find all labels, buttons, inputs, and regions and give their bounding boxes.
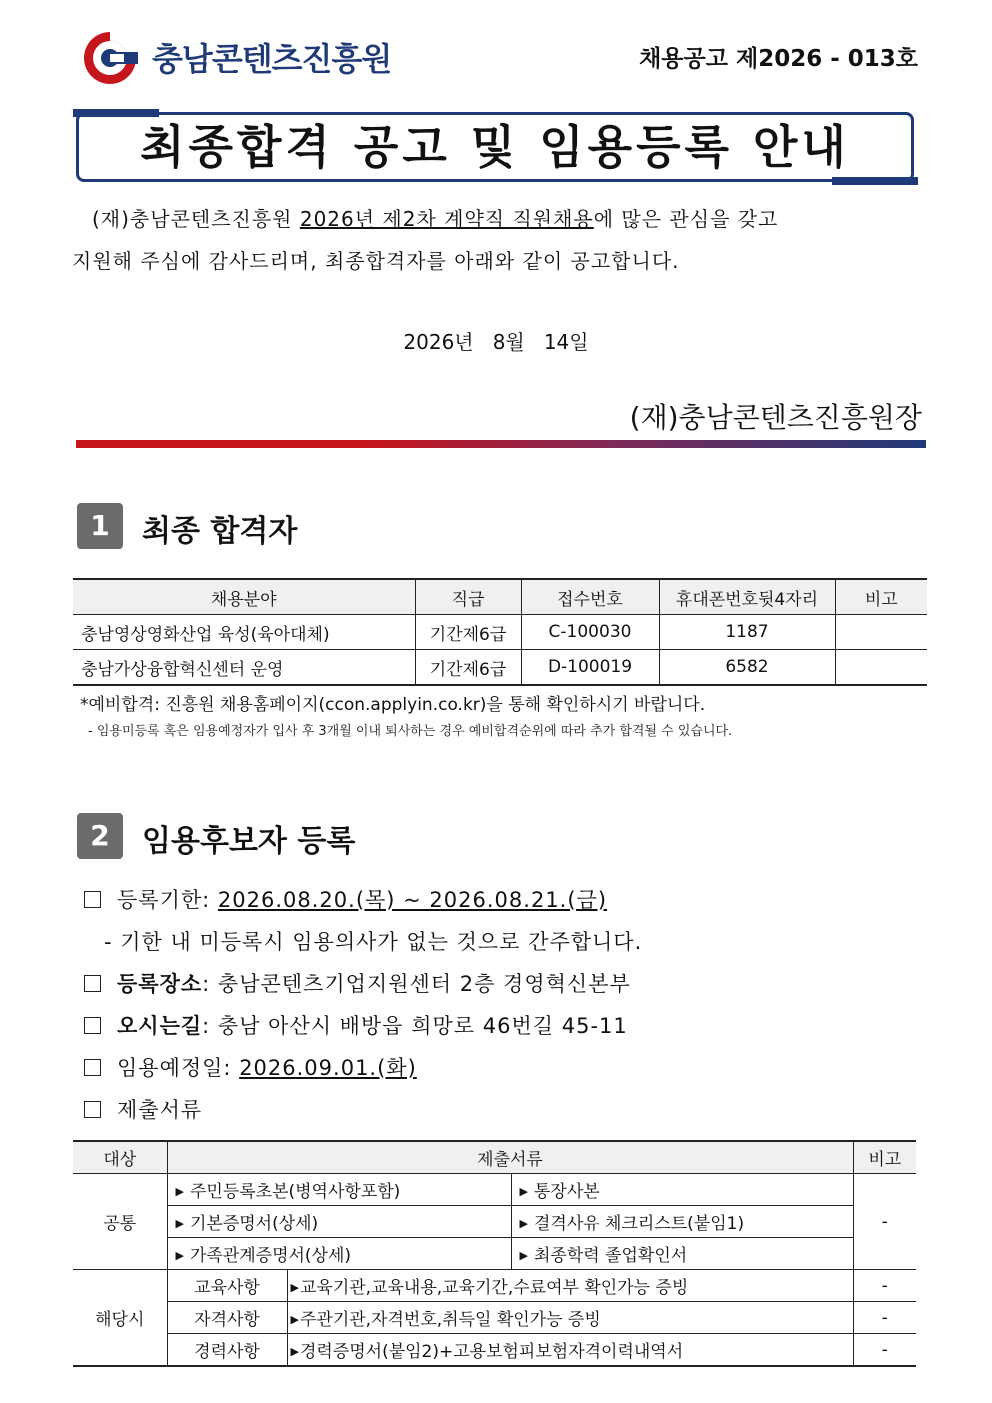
cell-field: 충남가상융합혁신센터 운영 (73, 650, 415, 686)
doc-cell: ▶ 가족관계증명서(상세) (167, 1238, 511, 1270)
doc-cell: ▶ 기본증명서(상세) (167, 1206, 511, 1238)
table-header: 비고 (835, 579, 927, 615)
checkbox-icon (84, 1101, 101, 1118)
doc-type: 경력사항 (167, 1334, 287, 1367)
checkbox-icon (84, 1059, 101, 1076)
start-label: 임용예정일: (117, 1056, 240, 1080)
checkbox-icon (84, 891, 101, 908)
table-row (73, 650, 927, 686)
table-row (73, 1334, 916, 1367)
doc-type: 자격사항 (167, 1302, 287, 1334)
triangle-right-icon: ▶ (175, 1249, 184, 1262)
additional-pass-note: - 임용미등록 혹은 임용예정자가 입사 후 3개월 이내 퇴사하는 경우 예비합격순위에 따라 추가 합격될 수 있습니다. (88, 724, 733, 739)
checkbox-icon (84, 1017, 101, 1034)
section-1-number: 1 (77, 503, 123, 549)
directions (84, 1010, 628, 1040)
triangle-right-icon: ▶ (290, 1281, 299, 1294)
table-row (73, 1270, 916, 1302)
page-title: 최종합격 공고 및 임용등록 안내 (140, 120, 850, 174)
triangle-right-icon: ▶ (175, 1185, 184, 1198)
target-conditional: 해당시 (73, 1270, 167, 1367)
triangle-right-icon: ▶ (290, 1313, 299, 1326)
deadline-label: 등록기한: (117, 888, 218, 912)
doc-remark: - (853, 1270, 916, 1302)
doc-cell: ▶주관기관,자격번호,취득일 확인가능 증빙 (287, 1302, 853, 1334)
directions-value: : 충남 아산시 배방읍 희망로 46번길 45-11 (202, 1014, 628, 1038)
start-date (84, 1052, 417, 1082)
final-pass-table (73, 578, 927, 686)
table-header: 직급 (415, 579, 521, 615)
deadline-value: 2026.08.20.(목) ~ 2026.08.21.(금) (217, 888, 608, 912)
registration-deadline (84, 884, 607, 914)
table-header: 휴대폰번호뒷4자리 (659, 579, 835, 615)
triangle-right-icon: ▶ (519, 1217, 528, 1230)
documents-heading (84, 1094, 202, 1124)
intro-suffix: 에 많은 관심을 갖고 (593, 207, 779, 231)
cell-phone-last4: 6582 (659, 650, 835, 686)
intro-paragraph (72, 198, 922, 282)
triangle-right-icon: ▶ (290, 1345, 299, 1358)
start-value: 2026.09.01.(화) (239, 1056, 417, 1080)
cell-grade: 기간제6급 (415, 615, 521, 650)
table-header: 접수번호 (521, 579, 659, 615)
directions-label: 오시는길 (117, 1014, 203, 1038)
notice-number: 채용공고 제2026 - 013호 (639, 46, 918, 72)
registration-place (84, 968, 631, 998)
cell-receipt-no: C-100030 (521, 615, 659, 650)
table-header: 대상 (73, 1141, 167, 1174)
common-remark: - (853, 1174, 916, 1270)
place-value: : 충남콘텐츠기업지원센터 2층 경영혁신본부 (202, 972, 631, 996)
doc-cell: ▶ 결격사유 체크리스트(붙임1) (511, 1206, 853, 1238)
documents-table (73, 1140, 916, 1367)
table-header: 비고 (853, 1141, 916, 1174)
intro-recruitment-name: 2026년 제2차 계약직 직원채용 (299, 207, 594, 231)
table-row (73, 615, 927, 650)
table-header-row (73, 579, 927, 615)
cell-receipt-no: D-100019 (521, 650, 659, 686)
triangle-right-icon: ▶ (519, 1249, 528, 1262)
intro-prefix: (재)충남콘텐츠진흥원 (92, 207, 300, 231)
doc-remark: - (853, 1302, 916, 1334)
cell-remark (835, 650, 927, 686)
doc-type: 교육사항 (167, 1270, 287, 1302)
intro-line-2: 지원해 주심에 감사드리며, 최종합격자를 아래와 같이 공고합니다. (72, 249, 680, 273)
table-header: 제출서류 (167, 1141, 853, 1174)
doc-cell: ▶ 주민등록초본(병역사항포함) (167, 1174, 511, 1206)
target-common: 공통 (73, 1174, 167, 1270)
doc-cell: ▶ 통장사본 (511, 1174, 853, 1206)
doc-cell: ▶ 최종학력 졸업확인서 (511, 1238, 853, 1270)
cell-field: 충남영상영화산업 육성(육아대체) (73, 615, 415, 650)
cell-phone-last4: 1187 (659, 615, 835, 650)
place-label: 등록장소 (117, 972, 203, 996)
org-logo-icon (82, 30, 138, 86)
cell-remark (835, 615, 927, 650)
deadline-note: - 기한 내 미등록시 임용의사가 없는 것으로 간주합니다. (104, 930, 643, 954)
reserve-pass-note: *예비합격: 진흥원 채용홈페이지(ccon.applyin.co.kr)을 통해 확인하시기 바랍니다. (80, 695, 706, 715)
divider-bar (76, 440, 926, 448)
signer: (재)충남콘텐츠진흥원장 (629, 401, 922, 434)
table-row (73, 1238, 916, 1270)
triangle-right-icon: ▶ (519, 1185, 528, 1198)
documents-label: 제출서류 (117, 1098, 203, 1122)
doc-remark: - (853, 1334, 916, 1367)
org-name: 충남콘텐츠진흥원 (152, 40, 392, 78)
table-header-row (73, 1141, 916, 1174)
cell-grade: 기간제6급 (415, 650, 521, 686)
triangle-right-icon: ▶ (175, 1217, 184, 1230)
checkbox-icon (84, 975, 101, 992)
notice-date: 2026년 8월 14일 (403, 330, 589, 354)
table-row (73, 1174, 916, 1206)
table-row (73, 1302, 916, 1334)
table-row (73, 1206, 916, 1238)
section-2-title: 임용후보자 등록 (142, 824, 356, 859)
doc-cell: ▶경력증명서(붙임2)+고용보험피보험자격이력내역서 (287, 1334, 853, 1367)
section-1-title: 최종 합격자 (142, 514, 298, 549)
section-2-number: 2 (77, 813, 123, 859)
doc-cell: ▶교육기관,교육내용,교육기간,수료여부 확인가능 증빙 (287, 1270, 853, 1302)
table-header: 채용분야 (73, 579, 415, 615)
